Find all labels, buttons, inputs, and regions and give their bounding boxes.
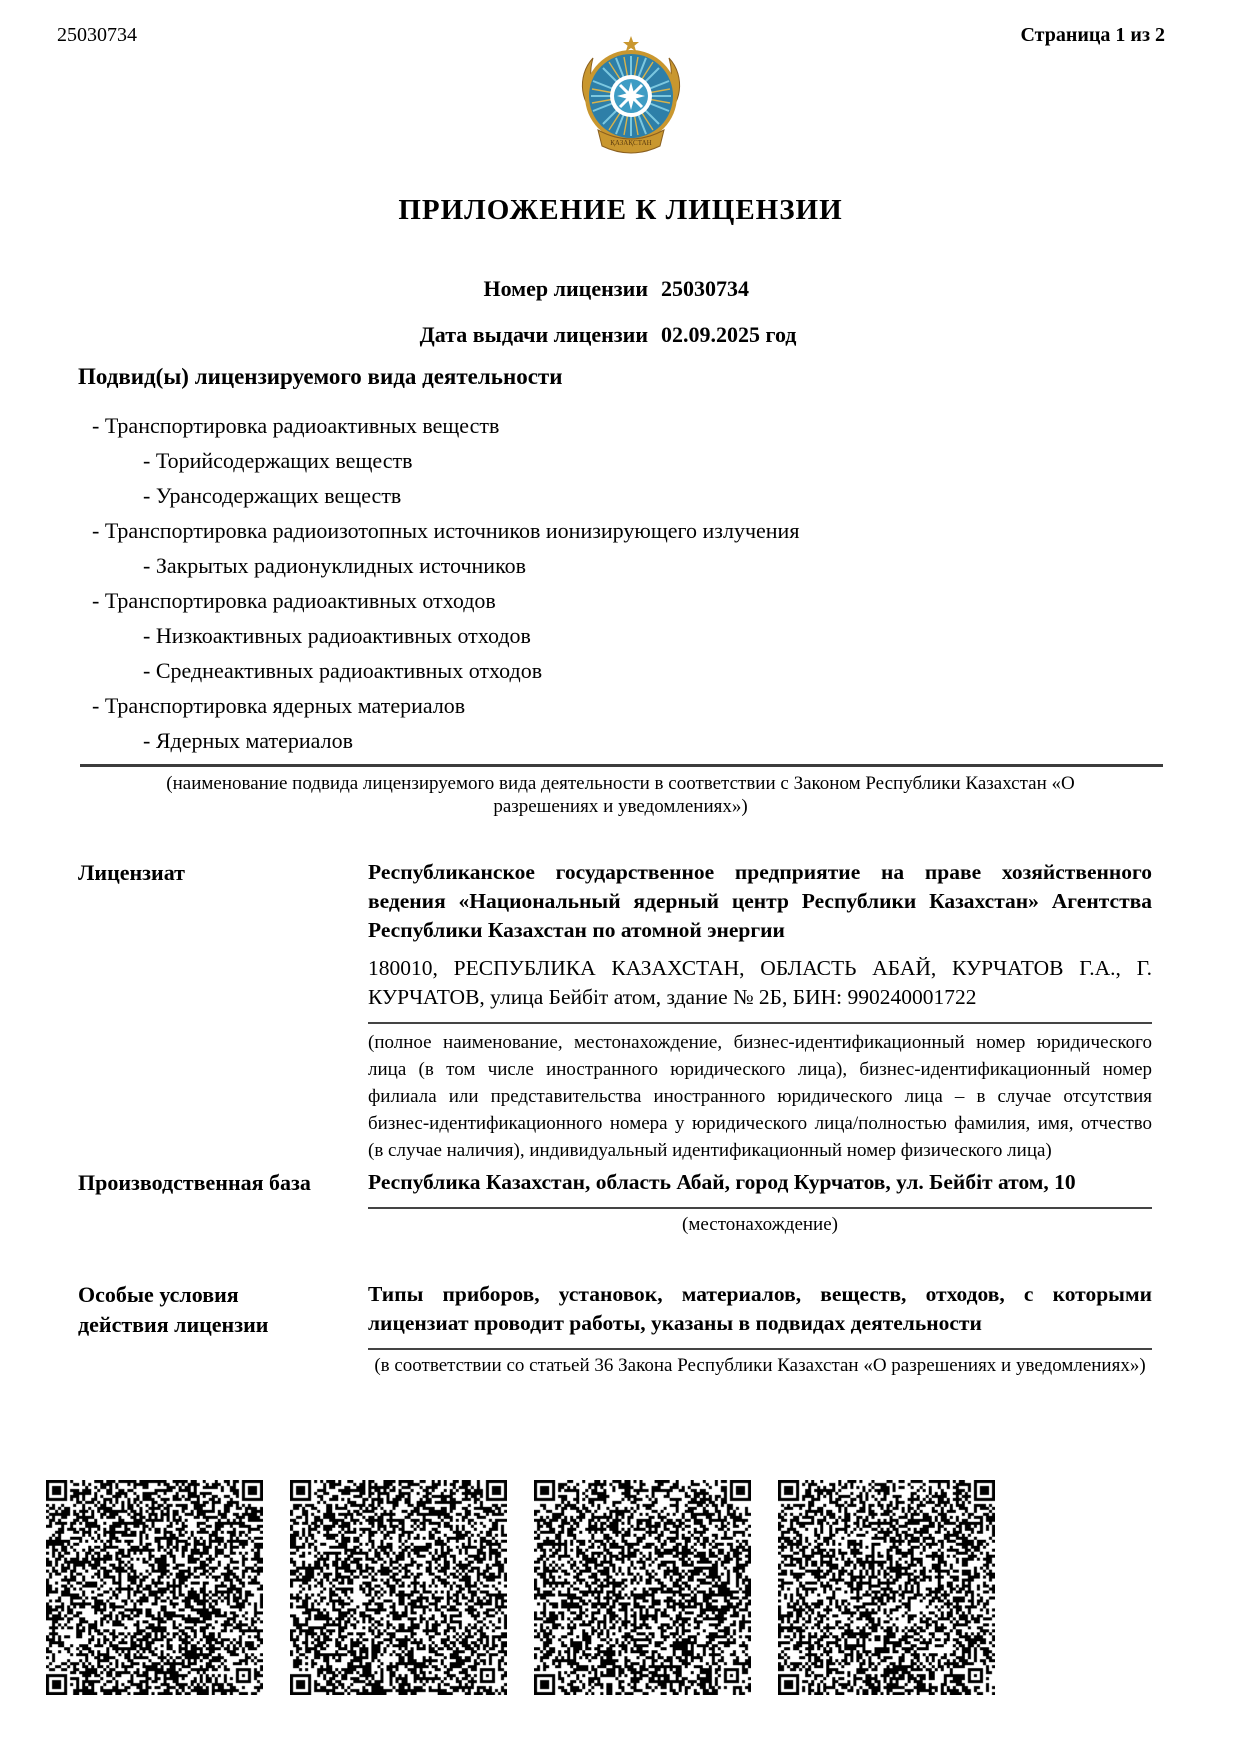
licensee-name: Республиканское государственное предприятие на праве хозяйственного ведения «Национальный ядерный центр Республики Казахстан» Агентства Республики Казахстан по атомной энергии	[368, 860, 1152, 942]
special-conditions-value: Типы приборов, установок, материалов, веществ, отходов, с которыми лицензиат проводит работы, указаны в подвидах деятельности	[368, 1282, 1152, 1335]
list-item: - Транспортировка ядерных материалов	[78, 688, 1163, 723]
license-date-label: Дата выдачи лицензии	[419, 322, 648, 347]
production-base-section	[78, 1168, 1163, 1236]
list-item: - Ядерных материалов	[78, 723, 1163, 758]
page-indicator: Страница 1 из 2	[1020, 24, 1165, 46]
production-base-label: Производственная база	[78, 1170, 311, 1195]
divider-rule	[80, 764, 1163, 767]
special-conditions-caption: (в соответствии со статьей 36 Закона Республики Казахстан «О разрешениях и уведомлениях»)	[374, 1355, 1146, 1376]
divider-rule	[368, 1022, 1152, 1024]
subtypes-list	[78, 408, 1163, 758]
special-conditions-section	[78, 1280, 1163, 1377]
page-title: ПРИЛОЖЕНИЕ К ЛИЦЕНЗИИ	[398, 194, 843, 226]
verification-qr-code	[46, 1480, 263, 1695]
license-date-value: 02.09.2025 год	[661, 322, 797, 347]
list-item: - Урансодержащих веществ	[78, 478, 1163, 513]
production-base-caption: (местонахождение)	[682, 1214, 838, 1235]
svg-text:ҚАЗАҚСТАН: ҚАЗАҚСТАН	[610, 139, 652, 147]
list-item: - Торийсодержащих веществ	[78, 443, 1163, 478]
licensee-address: 180010, РЕСПУБЛИКА КАЗАХСТАН, ОБЛАСТЬ АБАЙ, КУРЧАТОВ Г.А., Г. КУРЧАТОВ, улица Бейбіт атом, здание № 2Б, БИН: 990240001722	[368, 956, 1152, 1009]
license-date-row	[0, 322, 1241, 348]
list-item: - Низкоактивных радиоактивных отходов	[78, 618, 1163, 653]
special-conditions-label: Особые условия действия лицензии	[78, 1282, 269, 1337]
license-number-row	[0, 276, 1241, 302]
list-item: - Транспортировка радиоизотопных источников ионизирующего излучения	[78, 513, 1163, 548]
licensee-caption: (полное наименование, местонахождение, бизнес-идентификационный номер юридического лица (в том числе иностранного юридического лица), бизнес-идентификационный номер филиала или представительства иностранного юридического лица – в случае отсутствия бизнес-идентификационного номера у юридического лица/полностью фамилия, имя, отчество (в случае наличия), индивидуальный идентификационный номер физического лица)	[368, 1032, 1152, 1161]
list-item: - Закрытых радионуклидных источников	[78, 548, 1163, 583]
production-base-value: Республика Казахстан, область Абай, город Курчатов, ул. Бейбіт атом, 10	[368, 1170, 1076, 1194]
verification-qr-code	[290, 1480, 507, 1695]
license-number-value: 25030734	[661, 276, 749, 301]
license-number-label: Номер лицензии	[483, 276, 648, 301]
divider-rule	[368, 1207, 1152, 1209]
licensee-label: Лицензиат	[78, 860, 185, 885]
qr-code-row	[46, 1480, 995, 1695]
licensee-section	[78, 858, 1163, 1164]
divider-rule	[368, 1348, 1152, 1350]
verification-qr-code	[534, 1480, 751, 1695]
verification-qr-code	[778, 1480, 995, 1695]
subtypes-caption: (наименование подвида лицензируемого вида деятельности в соответствии с Законом Республики Казахстан «О разрешениях и уведомлениях»)	[166, 773, 1075, 817]
list-item: - Транспортировка радиоактивных веществ	[78, 408, 1163, 443]
document-number: 25030734	[57, 24, 137, 46]
subtypes-heading: Подвид(ы) лицензируемого вида деятельности	[78, 364, 563, 389]
kazakhstan-emblem-icon	[568, 32, 694, 164]
list-item: - Среднеактивных радиоактивных отходов	[78, 653, 1163, 688]
list-item: - Транспортировка радиоактивных отходов	[78, 583, 1163, 618]
